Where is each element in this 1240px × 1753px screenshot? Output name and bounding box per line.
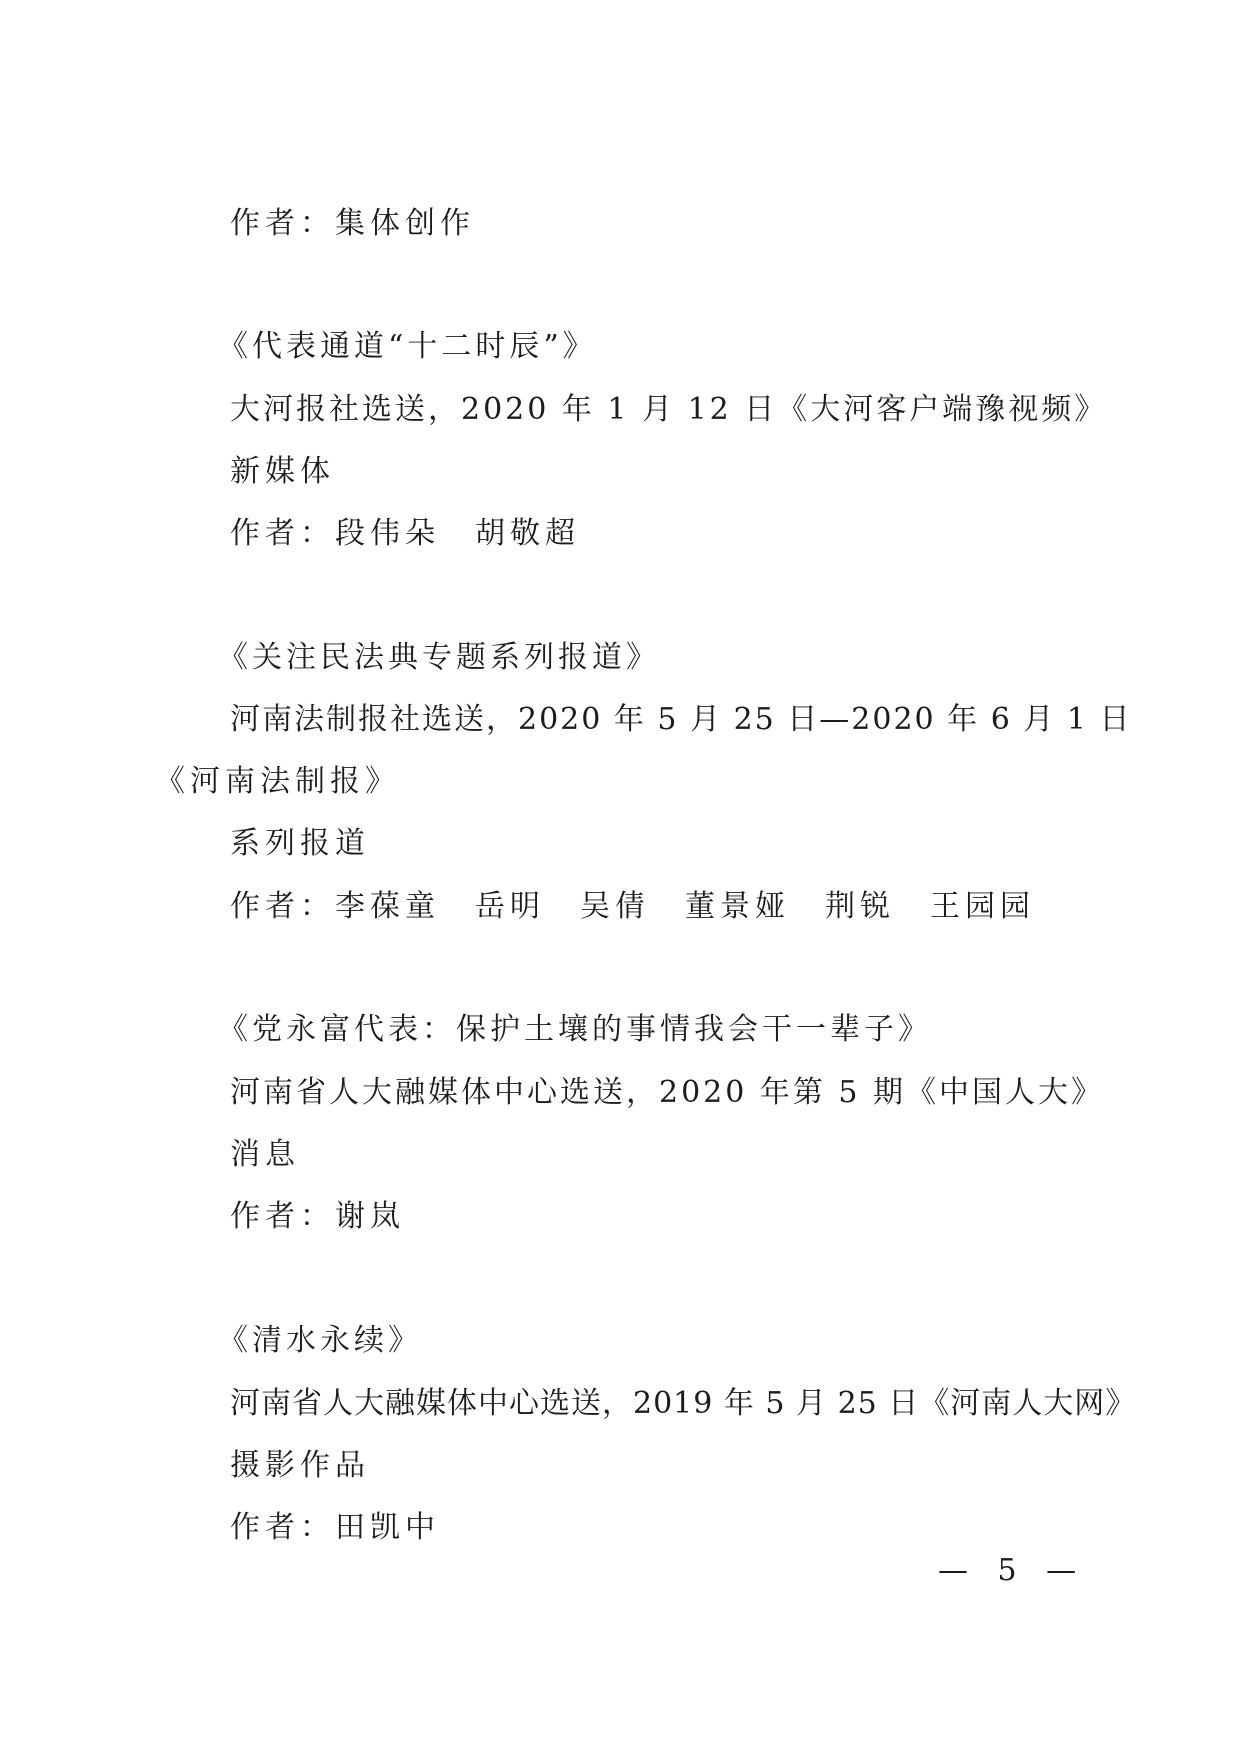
entry-authors: 作者：李葆童 岳明 吴倩 董景娅 荆锐 王园园 — [230, 889, 1035, 924]
entry-category: 系列报道 — [230, 826, 370, 861]
entry-category: 消息 — [230, 1137, 300, 1172]
entry-source: 河南法制报社选送，2020 年 5 月 25 日—2020 年 6 月 1 日 — [230, 702, 1132, 737]
entry-title: 《关注民法典专题系列报道》 — [218, 640, 660, 675]
entry-authors: 作者：段伟朵 胡敬超 — [230, 516, 580, 551]
header-author-line: 作者：集体创作 — [230, 206, 475, 241]
entry-title: 《清水永续》 — [218, 1323, 422, 1358]
entry-source: 河南省人大融媒体中心选送，2019 年 5 月 25 日《河南人大网》 — [230, 1386, 1137, 1421]
entry-source-continuation: 《河南法制报》 — [155, 764, 400, 799]
entry-authors: 作者：田凯中 — [230, 1510, 440, 1545]
entry-source: 大河报社选送，2020 年 1 月 12 日《大河客户端豫视频》 — [230, 392, 1108, 427]
entry-authors: 作者：谢岚 — [230, 1199, 405, 1234]
entry-title: 《代表通道“十二时辰”》 — [218, 329, 597, 364]
entry-category: 摄影作品 — [230, 1448, 370, 1483]
entry-title: 《党永富代表：保护土壤的事情我会干一辈子》 — [218, 1012, 932, 1047]
page-number: — 5 — — [938, 1553, 1087, 1588]
entry-source: 河南省人大融媒体中心选送，2020 年第 5 期《中国人大》 — [230, 1075, 1105, 1110]
entry-category: 新媒体 — [230, 454, 335, 489]
